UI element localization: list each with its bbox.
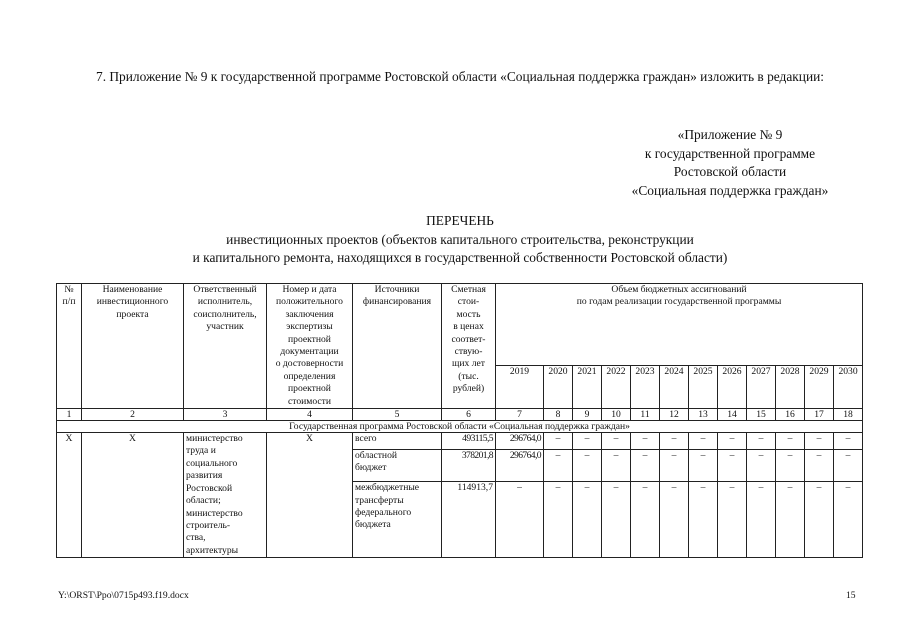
row-value: – [602,482,631,558]
row-value: – [602,433,631,450]
header-year: 2029 [805,366,834,409]
appendix-line: к государственной программе [644,145,816,161]
row-value: – [544,482,573,558]
appendix-line: «Приложение № 9 [677,127,783,142]
row-value: – [747,482,776,558]
row-source: всего [353,433,442,450]
header-year: 2025 [689,366,718,409]
appendix-header [580,126,880,200]
row-value: – [718,449,747,481]
row-value: – [834,433,863,450]
header-year: 2021 [573,366,602,409]
col-number: 18 [834,409,863,421]
header-year: 2026 [718,366,747,409]
col-number: 13 [689,409,718,421]
appendix-line: «Социальная поддержка граждан» [631,182,829,198]
col-number: 15 [747,409,776,421]
header-project-name: Наименование инвестиционного проекта [82,284,184,409]
section-title: Государственная программа Ростовской области «Социальная поддержка граждан» [57,421,863,433]
col-number: 12 [660,409,689,421]
header-num: № п/п [57,284,82,409]
header-year: 2024 [660,366,689,409]
row-estimate: 493115,5 [442,433,496,450]
footer-file-path: Y:\ORST\Ppo\0715p493.f19.docx [58,590,189,601]
col-number: 1 [57,409,82,421]
header-estimate: Сметная стои- мость в ценах соответ- ствую- щих лет (тыс. рублей) [442,284,496,409]
header-year: 2028 [776,366,805,409]
header-executor: Ответственный исполнитель, соисполнитель, участник [184,284,267,409]
header-sources: Источники финансирования [353,284,442,409]
intro-paragraph [52,68,860,86]
row-value: – [834,482,863,558]
row-value: – [776,433,805,450]
row-executor: министерство труда и социального развития Ростовской области; министерство строитель- ства, архитектуры [184,433,267,558]
row-num: X [57,433,82,558]
col-number: 3 [184,409,267,421]
row-value: – [776,449,805,481]
col-number: 2 [82,409,184,421]
document-title [140,212,780,268]
row-value: – [689,482,718,558]
row-value: – [718,433,747,450]
col-number: 9 [573,409,602,421]
col-number: 17 [805,409,834,421]
row-value-2019: 296764,0 [496,433,544,450]
header-year: 2019 [496,366,544,409]
title-line: инвестиционных проектов (объектов капитального строительства, реконструкции [226,231,694,247]
row-source: межбюджетные трансферты федерального бюджета [353,482,442,558]
intro-text: 7. Приложение № 9 к государственной программе Ростовской области «Социальная поддержка граждан» изложить в редакции: [96,69,825,84]
row-value-2019: – [496,482,544,558]
row-value: – [602,449,631,481]
col-number: 5 [353,409,442,421]
row-value: – [747,433,776,450]
row-value: – [718,482,747,558]
row-value: – [573,433,602,450]
col-number: 11 [631,409,660,421]
title-line: и капитального ремонта, находящихся в государственной собственности Ростовской области) [192,250,728,265]
row-value: – [834,449,863,481]
row-value: – [805,482,834,558]
row-value: – [660,433,689,450]
row-value: – [631,449,660,481]
row-value: – [660,449,689,481]
row-value: – [689,433,718,450]
row-value: – [660,482,689,558]
title-line: ПЕРЕЧЕНЬ [426,213,494,228]
row-value: – [631,482,660,558]
appendix-line: Ростовской области [673,164,787,179]
row-value: – [689,449,718,481]
col-number: 4 [267,409,353,421]
row-value: – [805,449,834,481]
col-number: 10 [602,409,631,421]
row-value: – [776,482,805,558]
page-number: 15 [846,590,856,601]
header-year: 2030 [834,366,863,409]
col-number: 6 [442,409,496,421]
col-number: 16 [776,409,805,421]
row-estimate: 378201,8 [442,449,496,481]
header-year: 2022 [602,366,631,409]
header-year: 2023 [631,366,660,409]
row-value: – [544,449,573,481]
header-budget-group: Объем бюджетных ассигнований по годам реализации государственной программы [496,284,863,366]
row-value: – [747,449,776,481]
row-expertise: X [267,433,353,558]
row-value: – [631,433,660,450]
col-number: 14 [718,409,747,421]
header-expertise: Номер и дата положительного заключения экспертизы проектной документации о достоверности определения проектной стоимости [267,284,353,409]
header-year: 2027 [747,366,776,409]
row-value: – [805,433,834,450]
row-estimate: 114913,7 [442,482,496,558]
row-project-name: X [82,433,184,558]
col-number: 7 [496,409,544,421]
row-value: – [573,482,602,558]
row-value: – [544,433,573,450]
row-source: областной бюджет [353,449,442,481]
header-year: 2020 [544,366,573,409]
investment-projects-table [56,283,863,558]
row-value-2019: 296764,0 [496,449,544,481]
row-value: – [573,449,602,481]
col-number: 8 [544,409,573,421]
